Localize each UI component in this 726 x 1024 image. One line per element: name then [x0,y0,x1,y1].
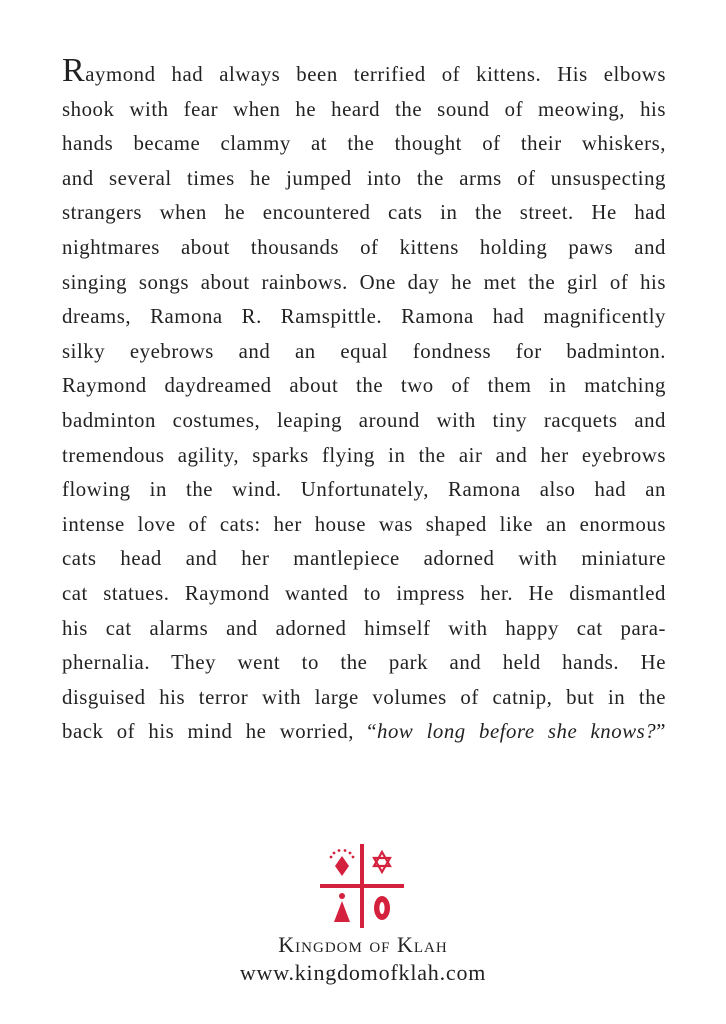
story-line: Raymond daydreamed about the two of them in matching [62,374,666,398]
drop-cap: R [62,52,86,89]
kingdom-of-klah-emblem-icon [318,842,406,930]
story-line: phernalia. They went to the park and held hands. He [62,651,666,675]
story-line: and several times he jumped into the arms of unsuspecting [62,166,666,190]
story-line: flowing in the wind. Unfortunately, Ramona also had an [62,478,666,502]
story-line: singing songs about rainbows. One day he met the girl of his [62,270,666,294]
story-line: dreams, Ramona R. Ramspittle. Ramona had magnificently [62,305,666,329]
story-line: silky eyebrows and an equal fondness for badminton. [62,339,666,363]
story-text [62,54,666,750]
story-line: shook with fear when he heard the sound of meowing, his [62,97,666,121]
italic-quote: how long before she knows? [377,720,657,744]
story-line: cats head and her mantlepiece adorned with miniature [62,547,666,571]
story-line: cat statues. Raymond wanted to impress her. He dismantled [62,581,666,605]
story-line: tremendous agility, sparks flying in the air and her eyebrows [62,443,666,467]
story-line: intense love of cats: her house was shaped like an enormous [62,512,666,536]
story-line: strangers when he encountered cats in the street. He had [62,201,666,225]
story-line: disguised his terror with large volumes of catnip, but in the [62,685,666,709]
website-link[interactable]: www.kingdomofklah.com [239,960,487,985]
story-last-line: back of his mind he worried, “how long before she knows?” [62,720,666,744]
brand-name: Kingdom of Klah [278,932,448,957]
story-line: badminton costumes, leaping around with tiny racquets and [62,408,666,432]
story-line: his cat alarms and adorned himself with happy cat para- [62,616,666,640]
story-line-1: Raymond had always been terrified of kittens. His elbows [62,52,666,89]
story-line: nightmares about thousands of kittens holding paws and [62,235,666,259]
story-line: hands became clammy at the thought of their whiskers, [62,132,666,156]
